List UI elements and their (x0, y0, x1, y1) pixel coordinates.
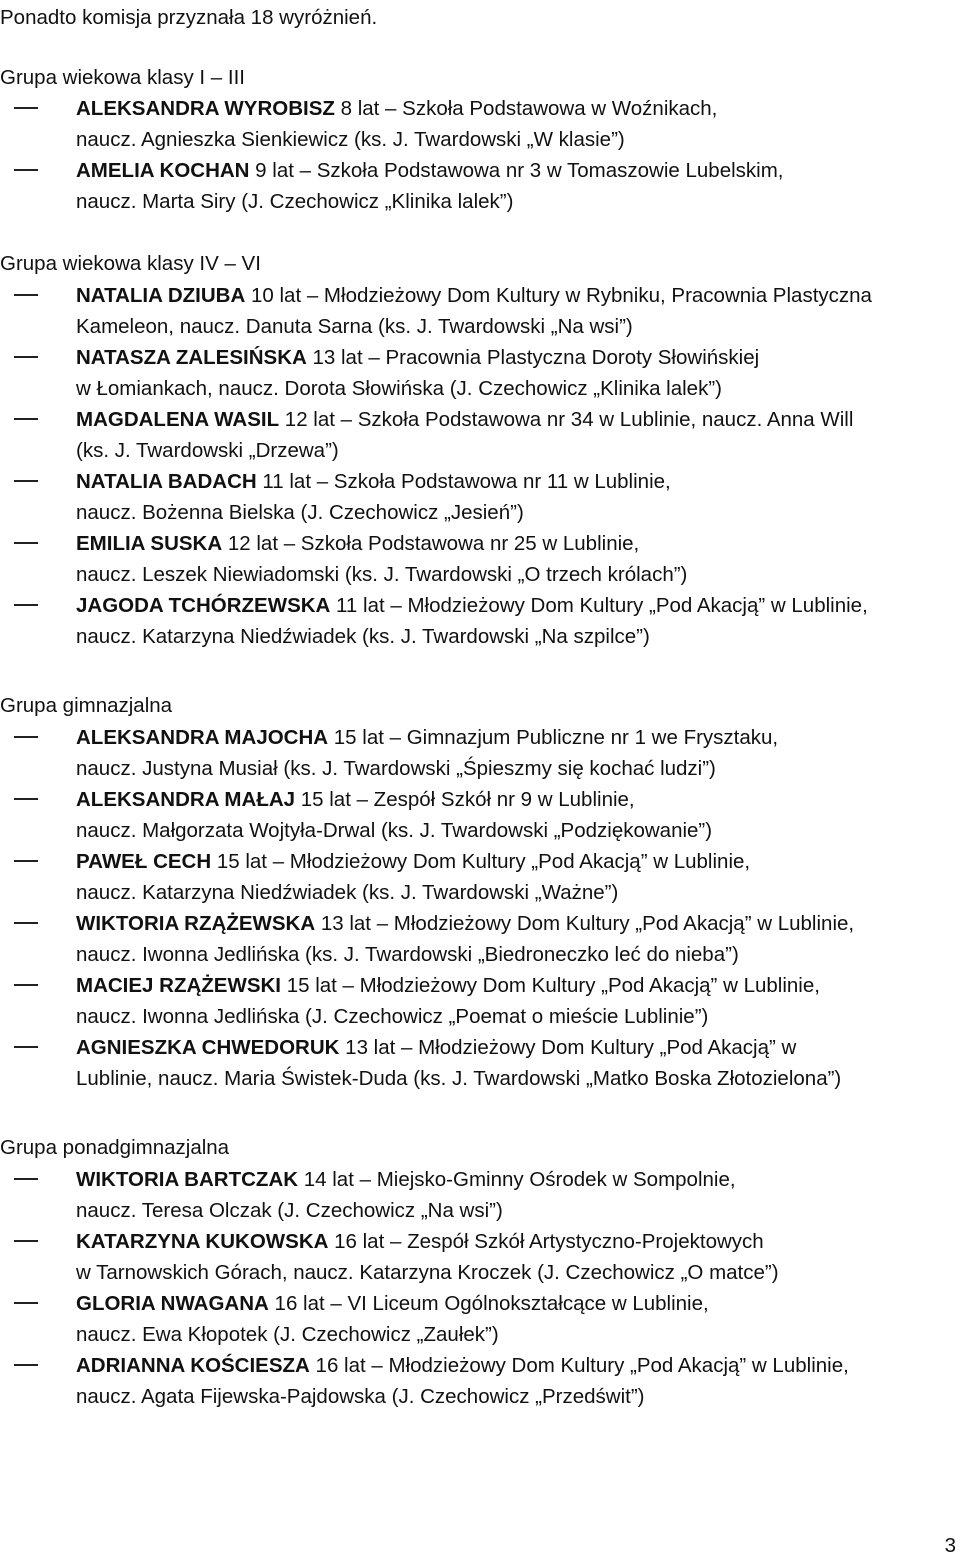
dash-bullet (14, 169, 38, 171)
group-title: Grupa wiekowa klasy IV – VI (0, 252, 261, 275)
entry-teacher: naucz. Iwonna Jedlińska (ks. J. Twardowski „Biedroneczko leć do nieba”) (76, 943, 739, 966)
list-item (0, 93, 960, 155)
entry-details: 16 lat – VI Liceum Ogólnokształcące w Lublinie, (268, 1292, 709, 1315)
entry-details: 16 lat – Zespół Szkół Artystyczno-Projektowych (328, 1230, 764, 1253)
entry-teacher: naucz. Marta Siry (J. Czechowicz „Klinika lalek”) (76, 190, 514, 213)
entry-teacher: naucz. Bożenna Bielska (J. Czechowicz „Jesień”) (76, 501, 524, 524)
entry-teacher: naucz. Teresa Olczak (J. Czechowicz „Na wsi”) (76, 1199, 503, 1222)
dash-bullet (14, 1302, 38, 1304)
laureate-name: AMELIA KOCHAN (76, 159, 250, 182)
entry-teacher: naucz. Agata Fijewska-Pajdowska (J. Czechowicz „Przedświt”) (76, 1385, 645, 1408)
laureate-name: MAGDALENA WASIL (76, 408, 280, 431)
entry-teacher: Lublinie, naucz. Maria Świstek-Duda (ks. J. Twardowski „Matko Boska Złotozielona”) (76, 1067, 842, 1090)
list-item (0, 908, 960, 970)
award-list (0, 280, 960, 652)
entry-details: 13 lat – Młodzieżowy Dom Kultury „Pod Akacją” w Lublinie, (315, 912, 855, 935)
dash-bullet (14, 736, 38, 738)
entry-details: 12 lat – Szkoła Podstawowa nr 34 w Lublinie, naucz. Anna Will (279, 408, 854, 431)
entry-details: 8 lat – Szkoła Podstawowa w Woźnikach, (334, 97, 718, 120)
entry-details: 15 lat – Młodzieżowy Dom Kultury „Pod Akacją” w Lublinie, (281, 974, 820, 997)
laureate-name: ALEKSANDRA MAJOCHA (76, 726, 329, 749)
entry-teacher: naucz. Agnieszka Sienkiewicz (ks. J. Twardowski „W klasie”) (76, 128, 625, 151)
entry-teacher: (ks. J. Twardowski „Drzewa”) (76, 439, 339, 462)
laureate-name: KATARZYNA KUKOWSKA (76, 1230, 329, 1253)
award-list (0, 93, 960, 217)
entry-details: 15 lat – Młodzieżowy Dom Kultury „Pod Akacją” w Lublinie, (211, 850, 751, 873)
entry-details: 11 lat – Szkoła Podstawowa nr 11 w Lublinie, (256, 470, 671, 493)
entry-details: 15 lat – Zespół Szkół nr 9 w Lublinie, (295, 788, 635, 811)
award-list (0, 1164, 960, 1412)
entry-details: 11 lat – Młodzieżowy Dom Kultury „Pod Akacją” w Lublinie, (330, 594, 868, 617)
laureate-name: ALEKSANDRA WYROBISZ (76, 97, 335, 120)
entry-details: 10 lat – Młodzieżowy Dom Kultury w Rybniku, Pracownia Plastyczna (245, 284, 872, 307)
dash-bullet (14, 984, 38, 986)
list-item (0, 155, 960, 217)
dash-bullet (14, 356, 38, 358)
laureate-name: WIKTORIA BARTCZAK (76, 1168, 299, 1191)
list-item (0, 1226, 960, 1288)
list-item (0, 1288, 960, 1350)
dash-bullet (14, 480, 38, 482)
entry-teacher: naucz. Katarzyna Niedźwiadek (ks. J. Twardowski „Ważne”) (76, 881, 619, 904)
group-title: Grupa wiekowa klasy I – III (0, 66, 245, 89)
dash-bullet (14, 542, 38, 544)
entry-teacher: naucz. Katarzyna Niedźwiadek (ks. J. Twardowski „Na szpilce”) (76, 625, 650, 648)
dash-bullet (14, 798, 38, 800)
entry-teacher: naucz. Małgorzata Wojtyła-Drwal (ks. J. Twardowski „Podziękowanie”) (76, 819, 713, 842)
entry-teacher: naucz. Ewa Kłopotek (J. Czechowicz „Zaułek”) (76, 1323, 499, 1346)
entry-teacher: w Łomiankach, naucz. Dorota Słowińska (J. Czechowicz „Klinika lalek”) (76, 377, 722, 400)
laureate-name: MACIEJ RZĄŻEWSKI (76, 974, 281, 997)
dash-bullet (14, 860, 38, 862)
laureate-name: ADRIANNA KOŚCIESZA (76, 1354, 310, 1377)
entry-teacher: naucz. Leszek Niewiadomski (ks. J. Twardowski „O trzech królach”) (76, 563, 688, 586)
laureate-name: AGNIESZKA CHWEDORUK (76, 1036, 340, 1059)
laureate-name: ALEKSANDRA MAŁAJ (76, 788, 296, 811)
laureate-name: NATALIA DZIUBA (76, 284, 246, 307)
award-list (0, 722, 960, 1094)
dash-bullet (14, 418, 38, 420)
intro-text: Ponadto komisja przyznała 18 wyróżnień. (0, 6, 378, 29)
list-item (0, 528, 960, 590)
entry-details: 9 lat – Szkoła Podstawowa nr 3 w Tomaszowie Lubelskim, (249, 159, 784, 182)
dash-bullet (14, 604, 38, 606)
list-item (0, 1032, 960, 1094)
dash-bullet (14, 1046, 38, 1048)
entry-details: 13 lat – Pracownia Plastyczna Doroty Słowińskiej (306, 346, 760, 369)
entry-teacher: naucz. Justyna Musiał (ks. J. Twardowski „Śpieszmy się kochać ludzi”) (76, 757, 716, 780)
laureate-name: NATALIA BADACH (76, 470, 257, 493)
list-item (0, 280, 960, 342)
laureate-name: PAWEŁ CECH (76, 850, 212, 873)
list-item (0, 970, 960, 1032)
dash-bullet (14, 1364, 38, 1366)
list-item (0, 404, 960, 466)
entry-details: 16 lat – Młodzieżowy Dom Kultury „Pod Akacją” w Lublinie, (309, 1354, 849, 1377)
entry-teacher: naucz. Iwonna Jedlińska (J. Czechowicz „Poemat o mieście Lublinie”) (76, 1005, 709, 1028)
entry-teacher: w Tarnowskich Górach, naucz. Katarzyna Kroczek (J. Czechowicz „O matce”) (76, 1261, 779, 1284)
group-title: Grupa ponadgimnazjalna (0, 1136, 230, 1159)
laureate-name: NATASZA ZALESIŃSKA (76, 346, 307, 369)
entry-teacher: Kameleon, naucz. Danuta Sarna (ks. J. Twardowski „Na wsi”) (76, 315, 633, 338)
entry-details: 12 lat – Szkoła Podstawowa nr 25 w Lublinie, (222, 532, 640, 555)
dash-bullet (14, 107, 38, 109)
list-item (0, 342, 960, 404)
list-item (0, 846, 960, 908)
list-item (0, 466, 960, 528)
list-item (0, 1350, 960, 1412)
laureate-name: WIKTORIA RZĄŻEWSKA (76, 912, 316, 935)
list-item (0, 722, 960, 784)
entry-details: 14 lat – Miejsko-Gminny Ośrodek w Sompolnie, (298, 1168, 736, 1191)
group-title: Grupa gimnazjalna (0, 694, 173, 717)
laureate-name: GLORIA NWAGANA (76, 1292, 269, 1315)
dash-bullet (14, 294, 38, 296)
laureate-name: EMILIA SUSKA (76, 532, 223, 555)
dash-bullet (14, 922, 38, 924)
list-item (0, 784, 960, 846)
list-item (0, 1164, 960, 1226)
list-item (0, 590, 960, 652)
laureate-name: JAGODA TCHÓRZEWSKA (76, 594, 331, 617)
entry-details: 15 lat – Gimnazjum Publiczne nr 1 we Frysztaku, (328, 726, 779, 749)
dash-bullet (14, 1240, 38, 1242)
page-number: 3 (944, 1534, 956, 1557)
entry-details: 13 lat – Młodzieżowy Dom Kultury „Pod Akacją” w (339, 1036, 797, 1059)
dash-bullet (14, 1178, 38, 1180)
